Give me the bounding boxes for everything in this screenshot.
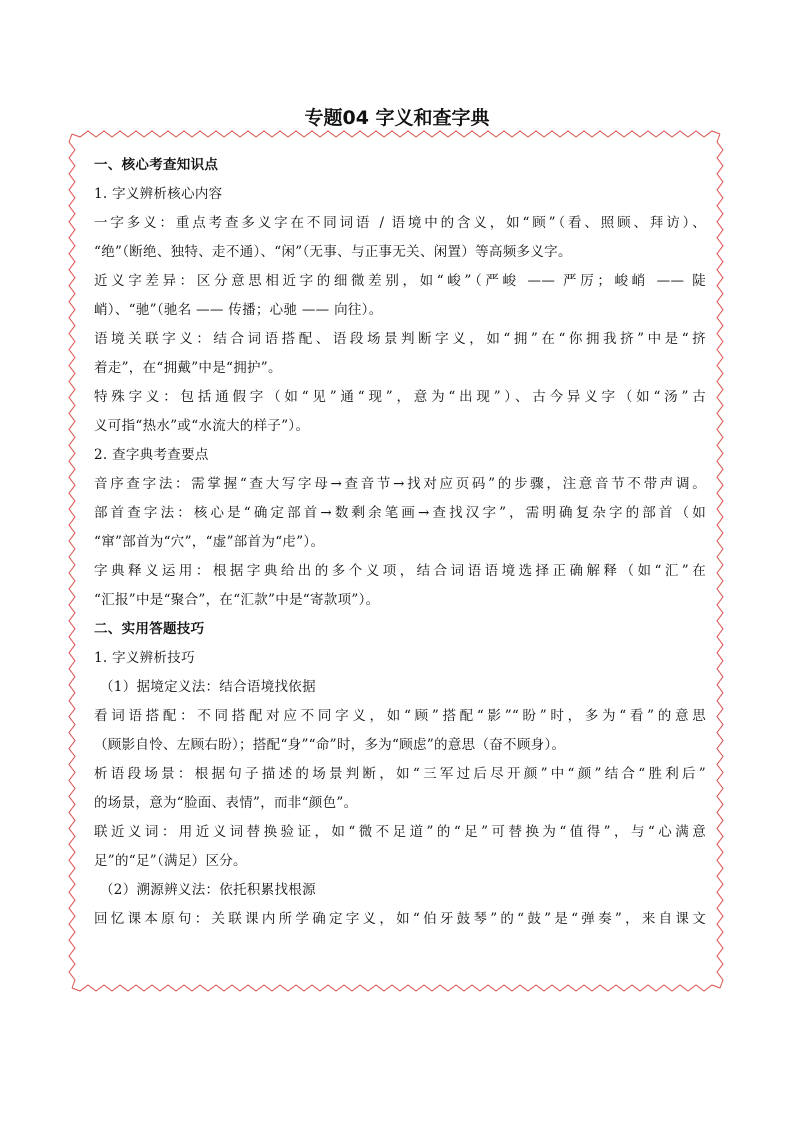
paragraph-line: 音序查字法：需掌握“查大写字母→查音节→找对应页码”的步骤，注意音节不带声调。 <box>94 476 706 492</box>
section-heading: 二、实用答题技巧 <box>94 621 205 637</box>
method-heading: （1）据境定义法：结合语境找依据 <box>100 679 316 695</box>
border-left <box>69 134 75 988</box>
subsection-heading: 1. 字义辨析技巧 <box>94 650 195 666</box>
paragraph-line: 义可指“热水”或“水流大的样子”）。 <box>94 418 310 434</box>
paragraph-line: 一字多义：重点考查多义字在不同词语 / 语境中的含义，如“顾”（看、照顾、拜访）、 <box>94 215 706 231</box>
border-top <box>72 131 720 137</box>
method-heading: （2）溯源辨义法：依托积累找根源 <box>100 882 316 898</box>
paragraph-line: 部首查字法：核心是“确定部首→数剩余笔画→查找汉字”，需明确复杂字的部首（如 <box>94 505 706 521</box>
paragraph-line: 字典释义运用：根据字典给出的多个义项，结合词语语境选择正确解释（如“汇”在 <box>94 563 706 579</box>
paragraph-line: 峭）、“驰”（驰名 —— 传播；心驰 —— 向往）。 <box>94 302 383 318</box>
border-bottom <box>72 985 720 991</box>
paragraph-line: 回忆课本原句：关联课内所学确定字义，如“伯牙鼓琴”的“鼓”是“弹奏”，来自课文 <box>94 911 706 927</box>
paragraph-line: 看词语搭配：不同搭配对应不同字义，如“顾”搭配“影”“盼”时，多为“看”的意思 <box>94 708 706 724</box>
subsection-heading: 1. 字义辨析核心内容 <box>94 186 223 202</box>
paragraph-line: “绝”（断绝、独特、走不通）、“闲”（无事、与正事无关、闲置）等高频多义字。 <box>94 244 572 260</box>
paragraph-line: 特殊字义：包括通假字（如“见”通“现”，意为“出现”）、古今异义字（如“汤”古 <box>94 389 706 405</box>
paragraph-line: 语境关联字义：结合词语搭配、语段场景判断字义，如“拥”在“你拥我挤”中是“挤 <box>94 331 706 347</box>
subsection-heading: 2. 查字典考查要点 <box>94 447 209 463</box>
paragraph-line: 着走”，在“拥戴”中是“拥护”。 <box>94 360 282 376</box>
paragraph-line: 析语段场景：根据句子描述的场景判断，如“三军过后尽开颜”中“颜”结合“胜利后” <box>94 766 706 782</box>
document-body <box>94 151 706 934</box>
paragraph-line: 足”的“足”（满足）区分。 <box>94 853 247 869</box>
paragraph-line: 的场景，意为“脸面、表情”，而非“颜色”。 <box>94 795 358 811</box>
page-title: 专题04 字义和查字典 <box>304 107 490 129</box>
paragraph-line: （顾影自怜、左顾右盼）；搭配“身”“命”时，多为“顾虑”的意思（奋不顾身）。 <box>94 737 566 753</box>
paragraph-line: 联近义词：用近义词替换验证，如“微不足道”的“足”可替换为“值得”，与“心满意 <box>94 824 706 840</box>
border-right <box>717 134 723 988</box>
paragraph-line: 近义字差异：区分意思相近字的细微差别，如“峻”（严峻 —— 严厉；峻峭 —— 陡 <box>94 273 706 289</box>
paragraph-line: “汇报”中是“聚合”，在“汇款”中是“寄款项”）。 <box>94 592 380 608</box>
section-heading: 一、核心考查知识点 <box>94 157 219 173</box>
paragraph-line: “窜”部首为“穴”，“虚”部首为“虍”）。 <box>94 534 325 550</box>
